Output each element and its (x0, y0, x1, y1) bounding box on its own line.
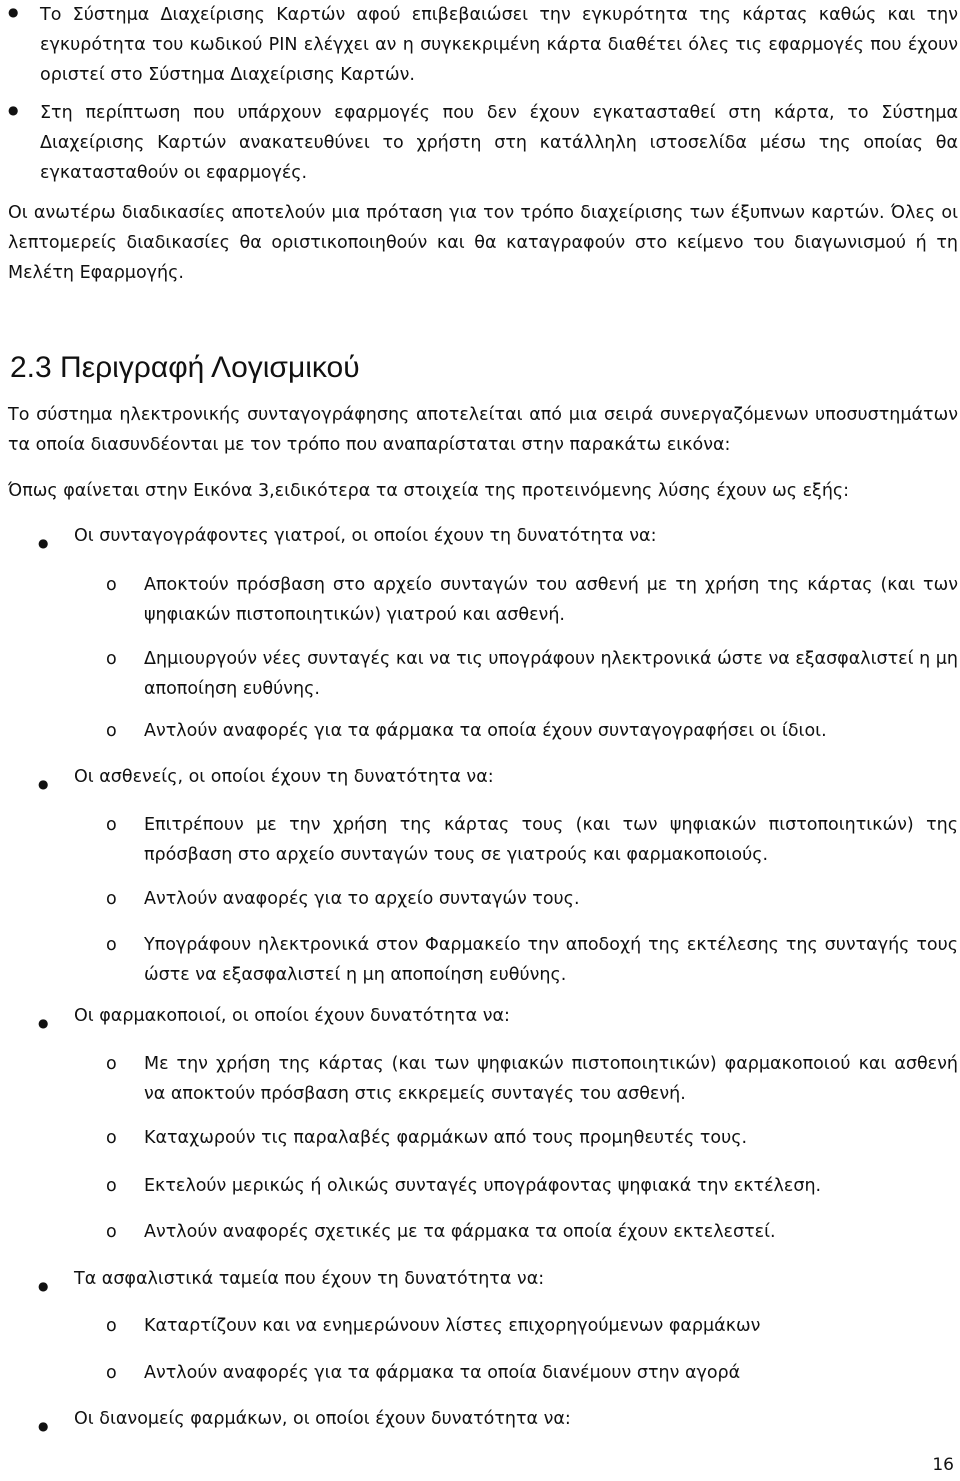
group-2 (0, 762, 960, 792)
section-lead: Όπως φαίνεται στην Εικόνα 3,ειδικότερα τα στοιχεία της προτεινόμενης λύσης έχουν ως εξής: (8, 481, 850, 501)
group-5 (0, 1404, 960, 1434)
item-text: Υπογράφουν ηλεκτρονικά στον Φαρμακείο την αποδοχή της εκτέλεσης της συνταγής τους ώστε να εξασφαλιστεί η μη αποποίηση ευθύνης. (144, 935, 958, 985)
bullet-marker: ● (38, 1279, 49, 1293)
item-text: Αντλούν αναφορές σχετικές με τα φάρμακα τα οποία έχουν εκτελεστεί. (144, 1222, 776, 1242)
bullet-marker: ● (8, 103, 19, 117)
group-label: Οι διανομείς φαρμάκων, οι οποίοι έχουν δυνατότητα να: (74, 1409, 571, 1429)
item-text: Με την χρήση της κάρτας (και των ψηφιακών πιστοποιητικών) φαρμακοποιού και ασθενή να αποκτούν πρόσβαση στις εκκρεμείς συνταγές του ασθενή. (144, 1054, 958, 1104)
procedures-paragraph: Οι ανωτέρω διαδικασίες αποτελούν μια πρόταση για τον τρόπο διαχείρισης των έξυπνων καρτών. Όλες οι λεπτομερείς διαδικασίες θα οριστικοποιηθούν και θα καταγραφούν στο κείμενο του διαγωνισμού ή τη Μελέτη Εφαρμογής. (8, 203, 958, 283)
item-text: Αντλούν αναφορές για το αρχείο συνταγών τους. (144, 889, 580, 909)
sub-bullet-marker: o (106, 1128, 117, 1148)
section-intro: Το σύστημα ηλεκτρονικής συνταγογράφησης αποτελείται από μια σειρά συνεργαζόμενων υποσυστημάτων τα οποία διασυνδέονται με τον τρόπο που αναπαρίσταται στην παρακάτω εικόνα: (8, 405, 958, 455)
sub-bullet-marker: o (106, 1363, 117, 1383)
item-text: Δημιουργούν νέες συνταγές και να τις υπογράφουν ηλεκτρονικά ώστε να εξασφαλιστεί η μη αποποίηση ευθύνης. (144, 649, 958, 699)
sub-bullet-marker: o (106, 935, 117, 955)
sub-bullet-marker: o (106, 815, 117, 835)
sub-bullet-marker: o (106, 1176, 117, 1196)
sub-bullet-marker: o (106, 649, 117, 669)
item-text: Αντλούν αναφορές για τα φάρμακα τα οποία έχουν συνταγογραφήσει οι ίδιοι. (144, 721, 827, 741)
item-text: Επιτρέπουν με την χρήση της κάρτας τους (και των ψηφιακών πιστοποιητικών) της πρόσβαση στο αρχείο συνταγών τους σε γιατρούς και φαρμακοποιούς. (144, 815, 958, 865)
bullet-marker: ● (38, 777, 49, 791)
sub-bullet-marker: o (106, 1054, 117, 1074)
item-text: Καταχωρούν τις παραλαβές φαρμάκων από τους προμηθευτές τους. (144, 1128, 748, 1148)
bullet-marker: ● (8, 5, 19, 19)
sub-bullet-marker: o (106, 889, 117, 909)
group-4 (0, 1264, 960, 1294)
bullet-marker: ● (38, 536, 49, 550)
group-label: Τα ασφαλιστικά ταμεία που έχουν τη δυνατότητα να: (74, 1269, 545, 1289)
bullet-paragraph-1 (0, 0, 960, 85)
paragraph-text: Το Σύστημα Διαχείρισης Καρτών αφού επιβεβαιώσει την εγκυρότητα της κάρτας καθώς και την εγκυρότητα του κωδικού PIN ελέγχει αν η συγκεκριμένη κάρτα διαθέτει όλες τις εφαρμογές που έχουν οριστεί στο Σύστημα Διαχείρισης Καρτών. (40, 5, 958, 85)
group-3 (0, 1001, 960, 1031)
section-title: 2.3 Περιγραφή Λογισμικού (10, 351, 360, 384)
sub-bullet-marker: o (106, 575, 117, 595)
group-label: Οι συνταγογράφοντες γιατροί, οι οποίοι έχουν τη δυνατότητα να: (74, 526, 657, 546)
item-text: Εκτελούν μερικώς ή ολικώς συνταγές υπογράφοντας ψηφιακά την εκτέλεση. (144, 1176, 822, 1196)
bullet-marker: ● (38, 1016, 49, 1030)
bullet-marker: ● (38, 1419, 49, 1433)
group-label: Οι ασθενείς, οι οποίοι έχουν τη δυνατότητα να: (74, 767, 494, 787)
item-text: Αποκτούν πρόσβαση στο αρχείο συνταγών του ασθενή με τη χρήση της κάρτας (και των ψηφιακών πιστοποιητικών) γιατρού και ασθενή. (144, 575, 958, 625)
item-text: Αντλούν αναφορές για τα φάρμακα τα οποία διανέμουν στην αγορά (144, 1363, 741, 1383)
group-1 (0, 521, 960, 551)
sub-bullet-marker: o (106, 721, 117, 741)
page-number: 16 (932, 1455, 954, 1475)
sub-bullet-marker: o (106, 1222, 117, 1242)
paragraph-text: Στη περίπτωση που υπάρχουν εφαρμογές που δεν έχουν εγκατασταθεί στη κάρτα, το Σύστημα Διαχείρισης Καρτών ανακατευθύνει το χρήστη στη κατάλληλη ιστοσελίδα μέσω της οποίας θα εγκατασταθούν οι εφαρμογές. (40, 103, 958, 183)
sub-bullet-marker: o (106, 1316, 117, 1336)
bullet-paragraph-2 (0, 98, 960, 188)
group-label: Οι φαρμακοποιοί, οι οποίοι έχουν δυνατότητα να: (74, 1006, 510, 1026)
item-text: Καταρτίζουν και να ενημερώνουν λίστες επιχορηγούμενων φαρμάκων (144, 1316, 761, 1336)
